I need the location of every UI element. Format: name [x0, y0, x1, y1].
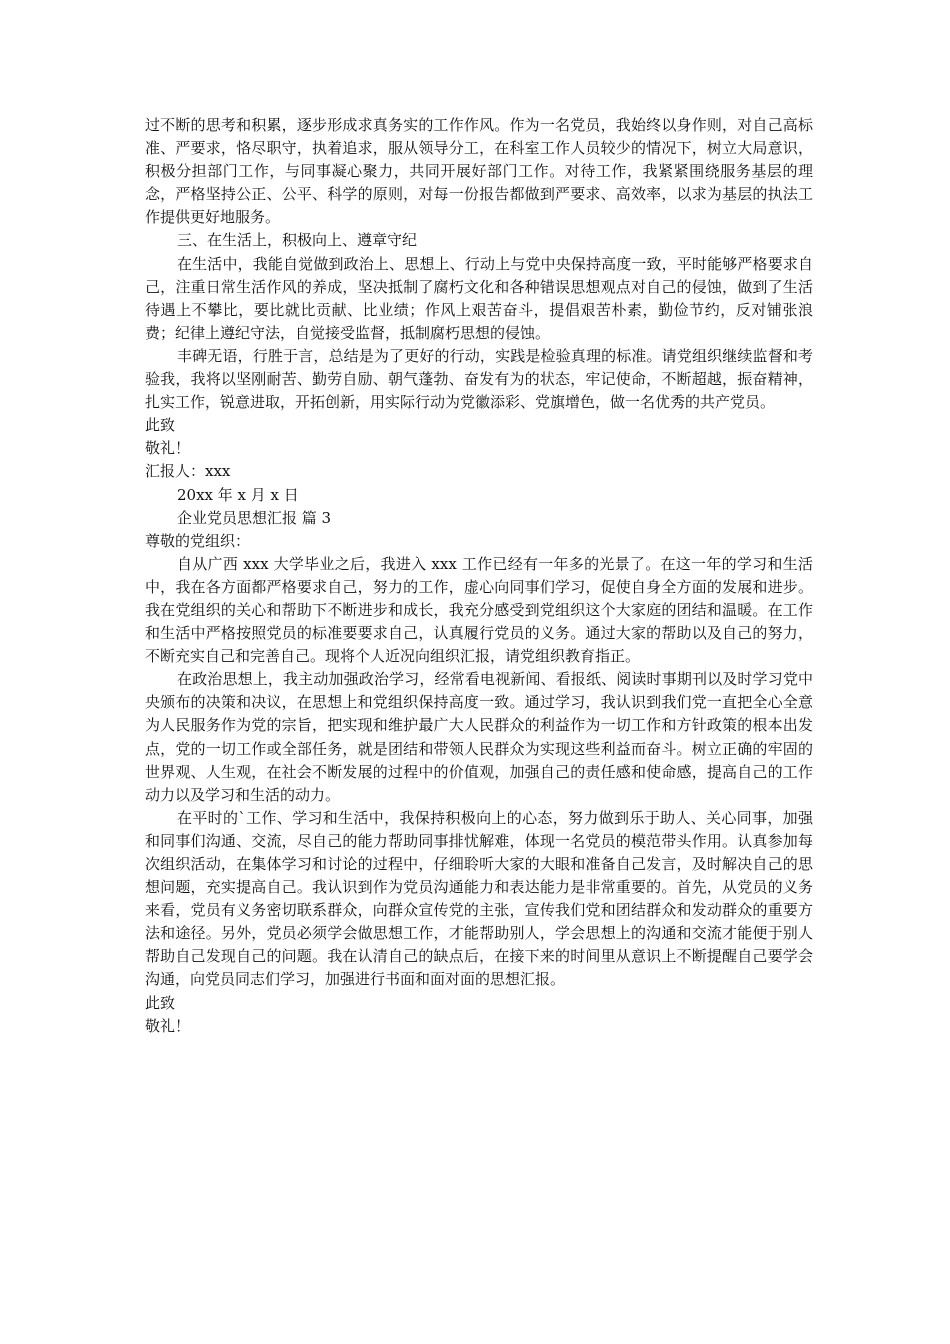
document-page	[145, 114, 813, 1038]
reporter-signature: 汇报人：xxx	[145, 462, 231, 481]
section-title: 企业党员思想汇报 篇 3	[177, 508, 332, 527]
paragraph-conclusion: 丰碑无语，行胜于言，总结是为了更好的行动，实践是检验真理的标准。请党组织继续监督和考验我，我将以坚刚耐苦、勤劳自励、朝气蓬勃、奋发有为的状态，牢记使命，不断超越，振奋精神，扎实工作，锐意进取，开拓创新，用实际行动为党徽添彩、党旗增色，做一名优秀的共产党员。	[145, 346, 813, 412]
closing-phrase-2: 此致	[145, 993, 176, 1012]
paragraph-life: 在生活中，我能自觉做到政治上、思想上、行动上与党中央保持高度一致，平时能够严格要求自己，注重日常生活作风的养成，坚决抵制了腐朽文化和各种错误思想观点对自己的侵蚀，做到了生活待遇上不攀比，要比就比贡献、比业绩；作风上艰苦奋斗，提倡艰苦朴素，勤俭节约，反对铺张浪费；纪律上遵纪守法，自觉接受监督，抵制腐朽思想的侵蚀。	[145, 254, 813, 342]
paragraph-political-thought: 在政治思想上，我主动加强政治学习，经常看电视新闻、看报纸、阅读时事期刊以及时学习党中央颁布的决策和决议，在思想上和党组织保持高度一致。通过学习，我认识到我们党一直把全心全意为人民服务作为党的宗旨，把实现和维护最广大人民群众的利益作为一切工作和方针政策的根本出发点，党的一切工作或全部任务，就是团结和带领人民群众为实现这些利益而奋斗。树立正确的牢固的世界观、人生观，在社会不断发展的过程中的价值观，加强自己的责任感和使命感，提高自己的工作动力以及学习和生活的动力。	[145, 670, 813, 804]
closing-phrase: 此致	[145, 416, 176, 435]
report-date: 20xx 年 x 月 x 日	[177, 485, 299, 504]
paragraph-work-style: 过不断的思考和积累，逐步形成求真务实的工作作风。作为一名党员，我始终以身作则，对自己高标准、严要求，恪尽职守，执着追求，服从领导分工，在科室工作人员较少的情况下，树立大局意识，积极分担部门工作，与同事凝心聚力，共同开展好部门工作。对待工作，我紧紧围绕服务基层的理念，严格坚持公正、公平、科学的原则，对每一份报告都做到严要求、高效率，以求为基层的执法工作提供更好地服务。	[145, 116, 813, 227]
paragraph-daily-work: 在平时的`工作、学习和生活中，我保持积极向上的心态，努力做到乐于助人、关心同事，加强和同事们沟通、交流，尽自己的能力帮助同事排忧解难，体现一名党员的模范带头作用。认真参加每次组织活动，在集体学习和讨论的过程中，仔细聆听大家的大眼和准备自己发言，及时解决自己的思想问题，充实提高自己。我认识到作为党员沟通能力和表达能力是非常重要的。首先，从党员的义务来看，党员有义务密切联系群众，向群众宣传党的主张，宣传我们党和团结群众和发动群众的重要方法和途径。另外，党员必须学会做思想工作，才能帮助别人，学会思想上的沟通和交流才能便于别人帮助自己发现自己的问题。我在认清自己的缺点后，在接下来的时间里从意识上不断提醒自己要学会沟通，向党员同志们学习，加强进行书面和面对面的思想汇报。	[145, 808, 813, 989]
section-heading-life: 三、在生活上，积极向上、遵章守纪	[177, 231, 418, 250]
salute-2: 敬礼！	[145, 1016, 191, 1035]
paragraph-introduction: 自从广西 xxx 大学毕业之后，我进入 xxx 工作已经有一年多的光景了。在这一年的学习和生活中，我在各方面都严格要求自己，努力的工作，虚心向同事们学习，促使自身全方面的发展和进步。我在党组织的关心和帮助下不断进步和成长，我充分感受到党组织这个大家庭的团结和温暖。在工作和生活中严格按照党员的标准要要求自己，认真履行党员的义务。通过大家的帮助以及自己的努力，不断充实自己和完善自己。现将个人近况向组织汇报，请党组织教育指正。	[145, 554, 813, 666]
salute: 敬礼！	[145, 439, 191, 458]
greeting: 尊敬的党组织：	[145, 531, 251, 550]
